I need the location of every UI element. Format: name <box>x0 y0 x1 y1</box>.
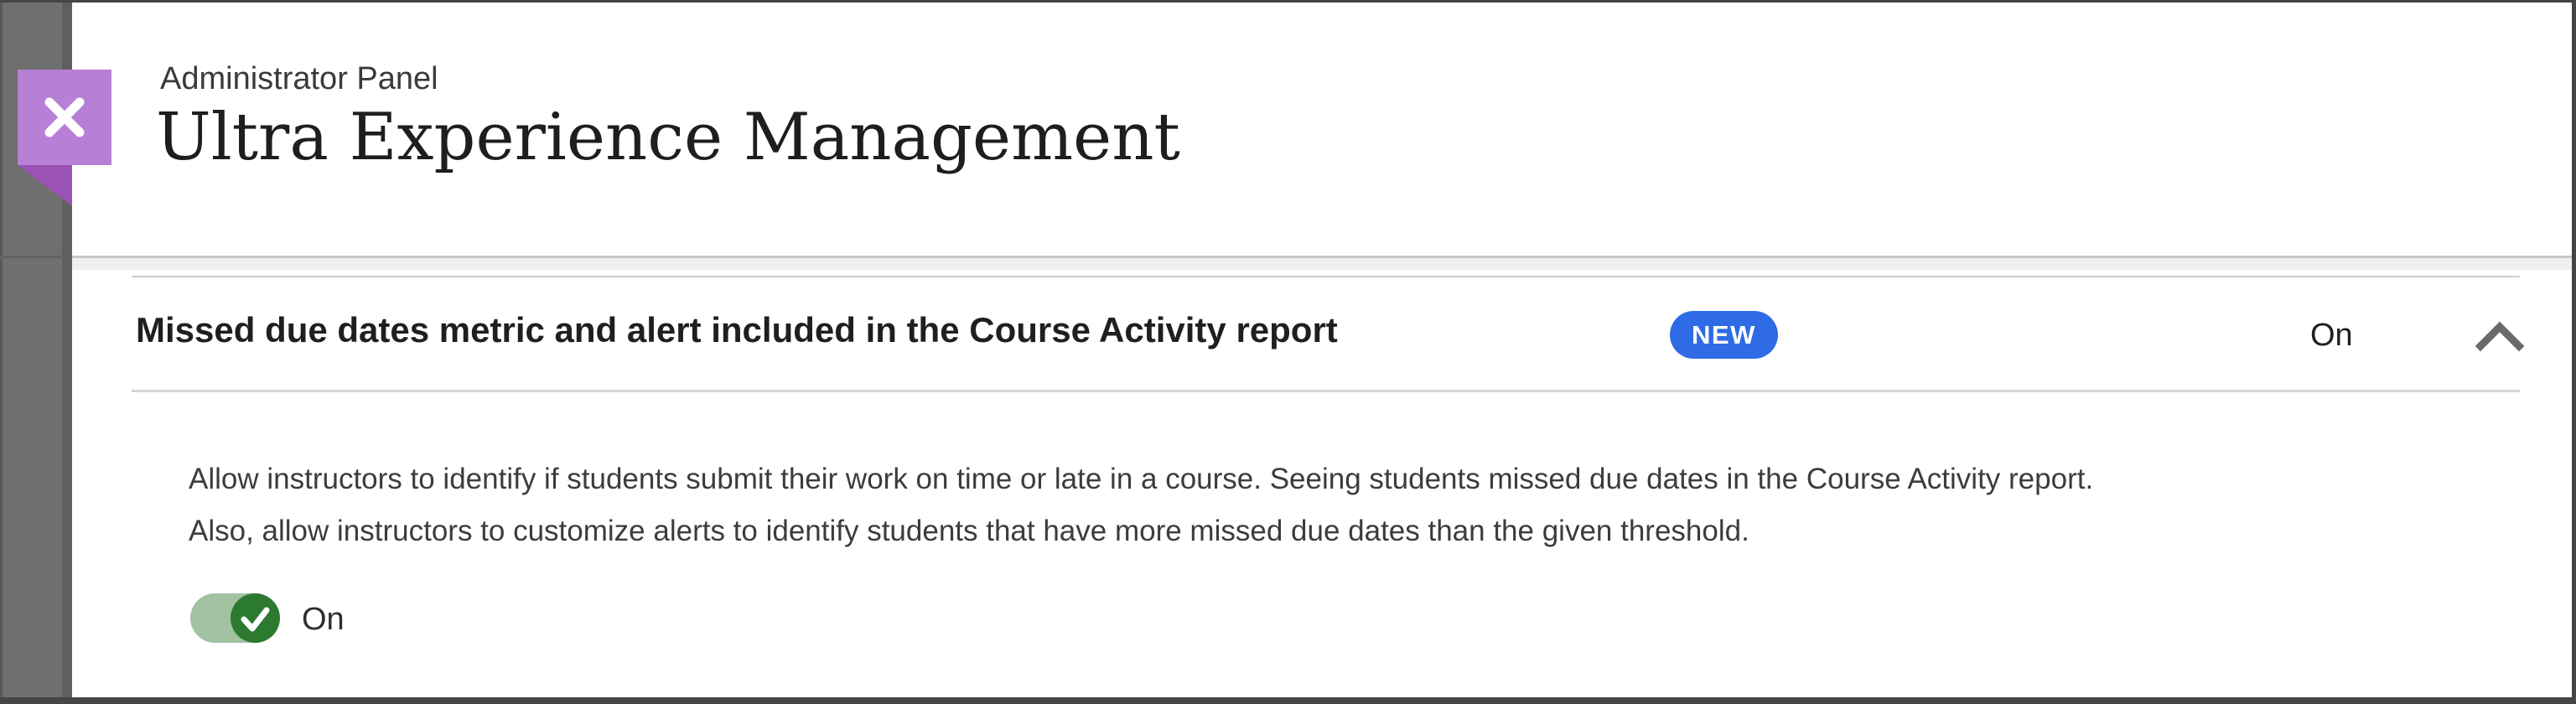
x-icon <box>41 94 88 141</box>
setting-status-text: On <box>2310 318 2353 353</box>
setting-accordion-header[interactable] <box>132 285 2529 386</box>
setting-title: Missed due dates metric and alert included in the Course Activity report <box>136 310 1338 349</box>
chevron-up-icon <box>2475 318 2525 352</box>
breadcrumb-admin-panel: Administrator Panel <box>160 61 438 96</box>
setting-description <box>189 453 2536 557</box>
backdrop-left-edge <box>0 3 3 697</box>
collapse-section-button[interactable] <box>2470 310 2529 360</box>
section-top-border <box>132 276 2520 277</box>
header-gap-band <box>72 258 2572 270</box>
setting-toggle-switch[interactable] <box>190 593 279 643</box>
page-title: Ultra Experience Management <box>156 100 1180 175</box>
section-heading-divider <box>132 390 2520 392</box>
toggle-state-label: On <box>302 602 345 637</box>
check-icon <box>231 593 280 643</box>
window-border-top <box>0 0 2576 3</box>
window-border-right <box>2572 0 2576 704</box>
window-border-bottom <box>0 697 2576 704</box>
toggle-knob <box>231 593 280 643</box>
backdrop-divider <box>0 256 72 258</box>
close-panel-button[interactable] <box>18 70 111 165</box>
new-badge: NEW <box>1670 311 1778 359</box>
setting-description-line: Also, allow instructors to customize alerts to identify students that have more missed due dates than the given threshold. <box>189 515 1749 547</box>
setting-description-line: Allow instructors to identify if students submit their work on time or late in a course. Seeing students missed due dates in the Course Activity report. <box>189 463 2094 495</box>
